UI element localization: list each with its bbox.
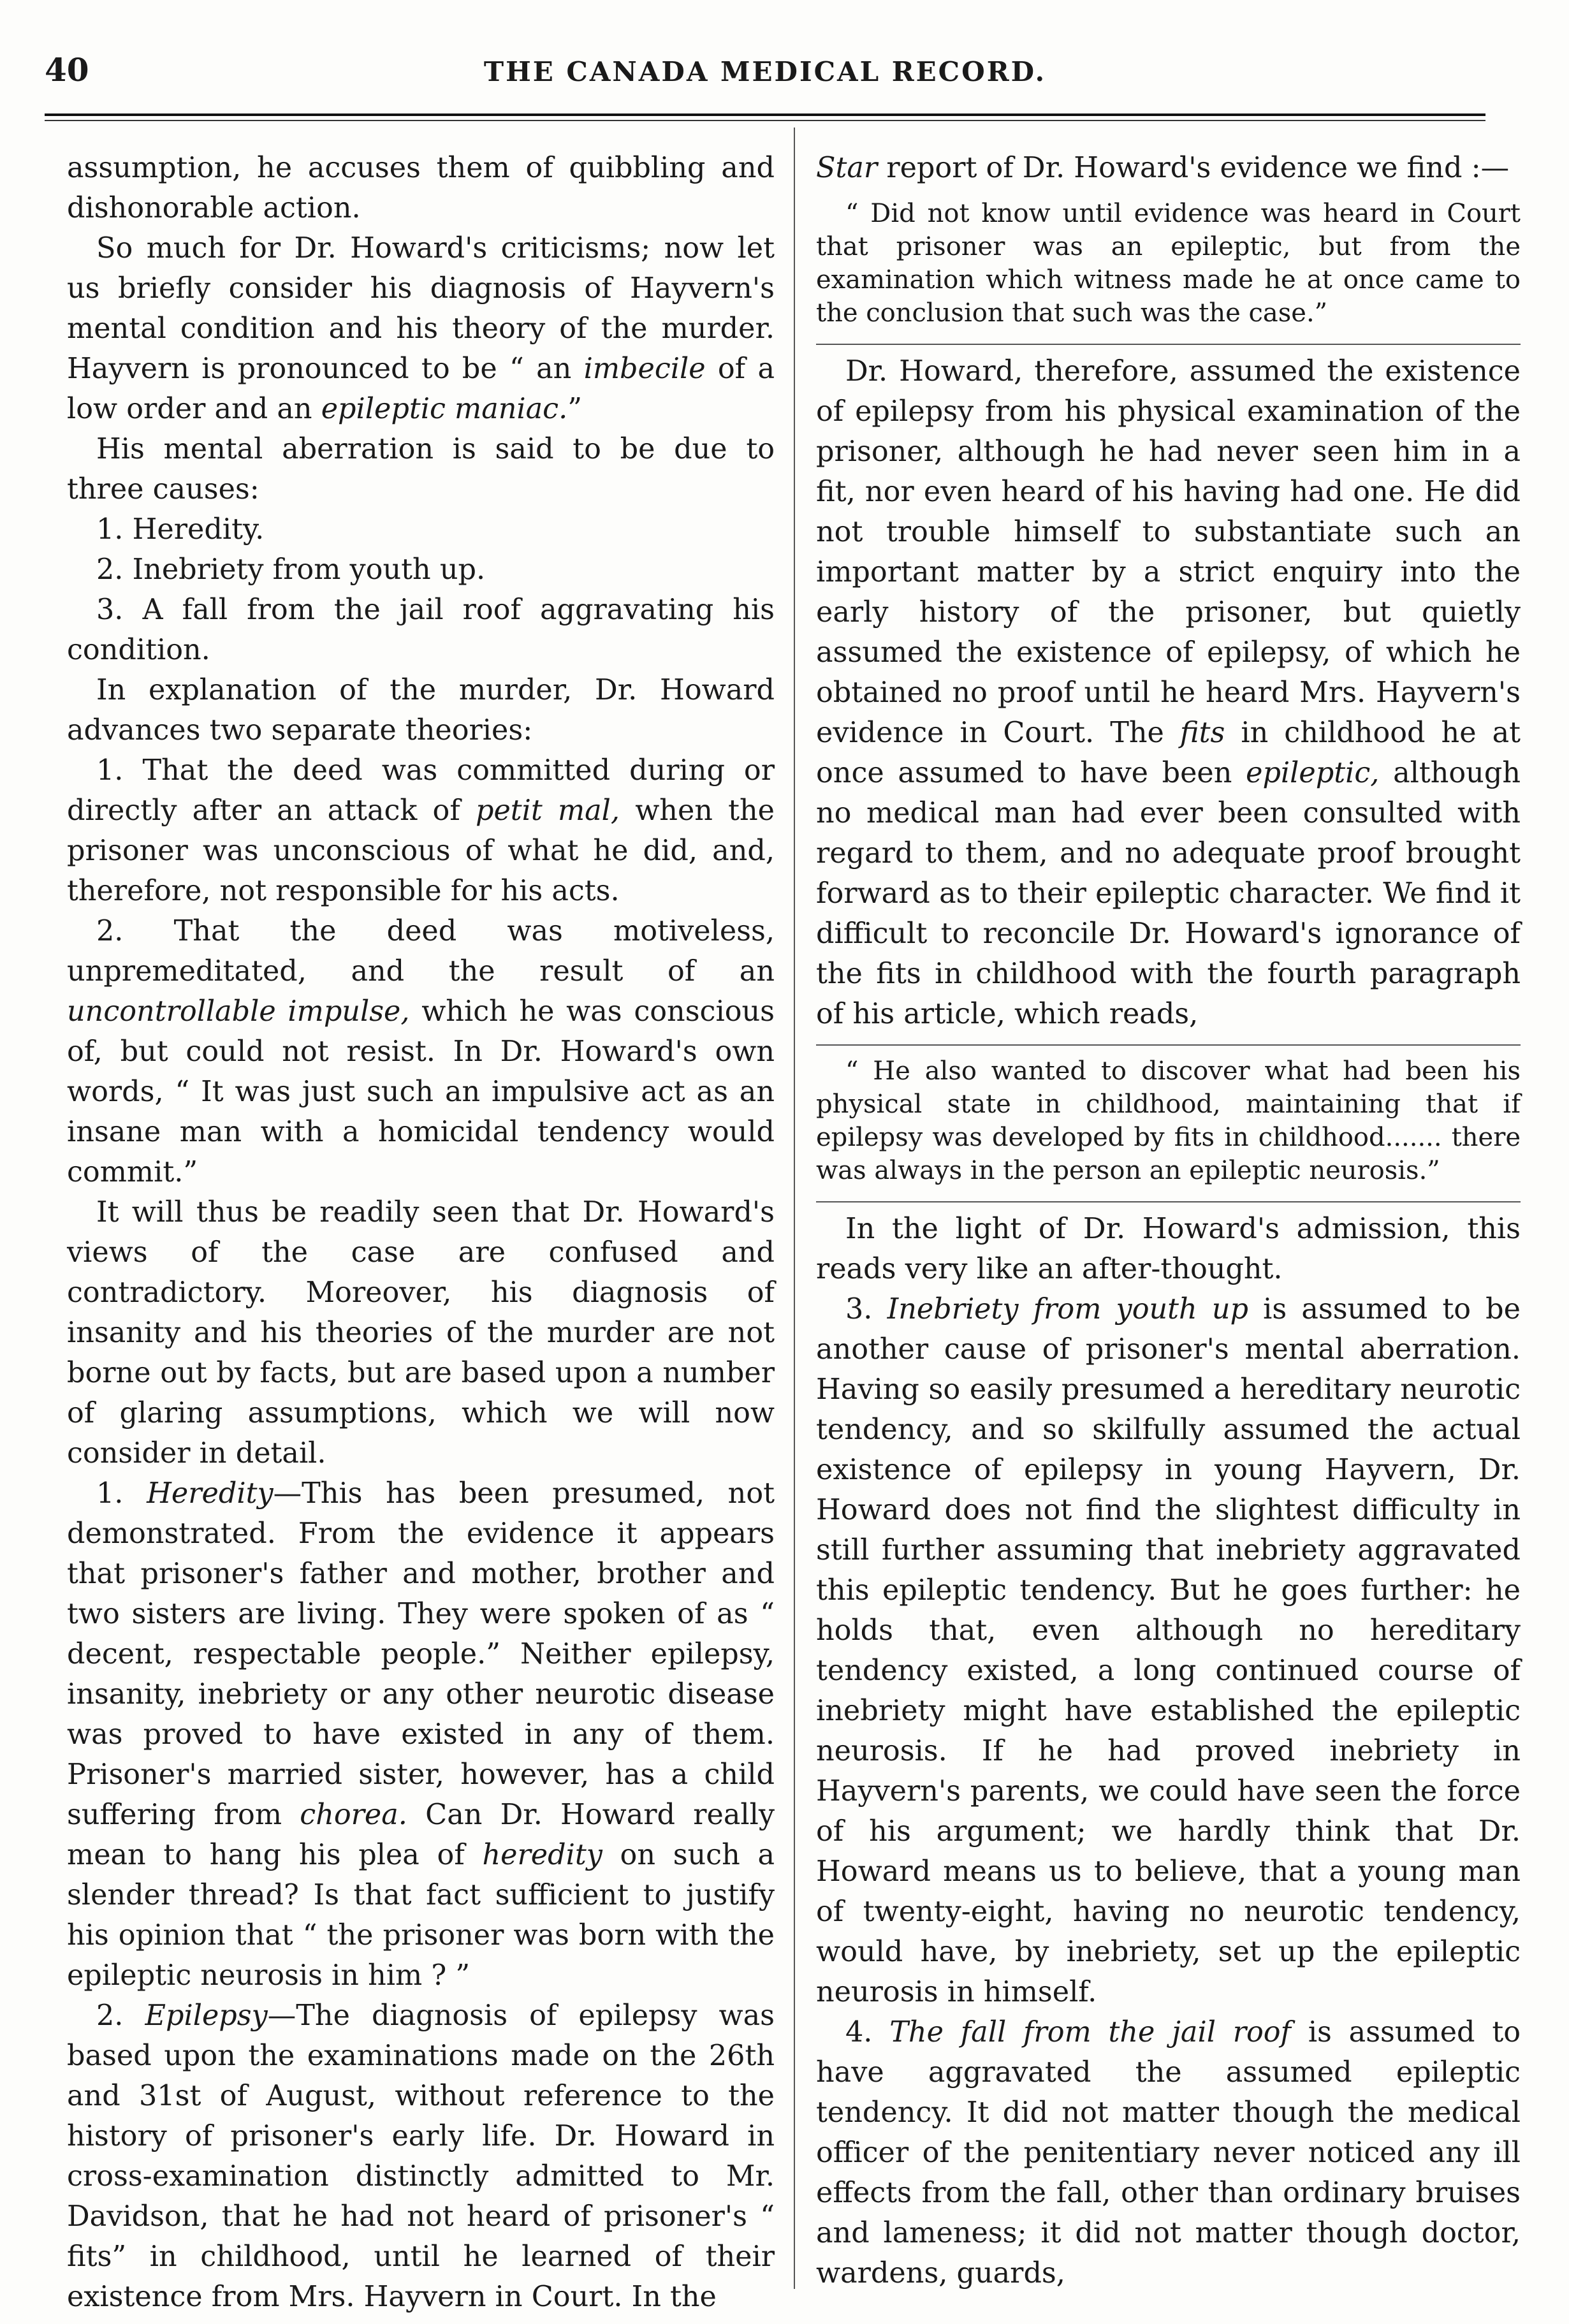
running-head: THE CANADA MEDICAL RECORD. (483, 56, 1047, 87)
block-quote: “ He also wanted to discover what had been his physical state in childhood, maintaining that if epilepsy was developed by fits in childhood....... there was always in the person an epileptic neurosis.” (816, 1056, 1521, 1185)
paragraph: In the light of Dr. Howard's admission, this reads very like an after-thought. (816, 1213, 1521, 1285)
paragraph: assumption, he accuses them of quibbling and dishonorable action. (67, 152, 775, 224)
paragraph: 3. Inebriety from youth up is assumed to be another cause of prisoner's mental aberration. Having so easily presumed a hereditary neurotic tendency, and so skilfully assumed the actual existence of epilepsy in young Hayvern, Dr. Howard does not find the slightest difficulty in still further assuming that inebriety aggravated this epileptic tendency. But he goes further: he holds that, even although no hereditary tendency existed, a long continued course of inebriety might have established the epileptic neurosis. If he had proved inebriety in Hayvern's parents, we could have seen the force of his argument; we hardly think that Dr. Howard means us to believe, that a young man of twenty-eight, having no neurotic tendency, would have, by inebriety, set up the epileptic neurosis in himself. (816, 1293, 1521, 2008)
header-rule-thin (45, 120, 1485, 121)
paragraph: 1. Heredity—This has been presumed, not demonstrated. From the evidence it appears that prisoner's father and mother, brother and two sisters are living. They were spoken of as “ decent, respectable people.” Neither epilepsy, insanity, inebriety or any other neurotic disease was proved to have existed in any of them. Prisoner's married sister, however, has a child suffering from chorea. Can Dr. Howard really mean to hang his plea of heredity on such a slender thread? Is that fact sufficient to justify his opinion that “ the prisoner was born with the epileptic neurosis in him ? ” (67, 1477, 775, 1992)
list-item: 1. Heredity. (96, 513, 265, 546)
paragraph: 2. Epilepsy—The diagnosis of epilepsy was based upon the examinations made on the 26th and 31st of August, without reference to the history of prisoner's early life. Dr. Howard in cross-examination distinctly admitted to Mr. Davidson, that he had not heard of prisoner's “ fits” in childhood, until he learned of their existence from Mrs. Hayvern in Court. In the (67, 1999, 775, 2313)
column-divider (794, 128, 795, 2289)
right-column (816, 148, 1521, 2297)
paragraph: In explanation of the murder, Dr. Howard advances two separate theories: (67, 674, 775, 747)
list-item: 2. That the deed was motiveless, unpremeditated, and the result of an uncontrollable impulse, which he was conscious of, but could not resist. In Dr. Howard's own words, “ It was just such an impulsive act as an insane man with a homicidal tendency would commit.” (67, 915, 775, 1188)
paragraph: It will thus be readily seen that Dr. Howard's views of the case are confused and contradictory. Moreover, his diagnosis of insanity and his theories of the murder are not borne out by facts, but are based upon a number of glaring assumptions, which we will now consider in detail. (67, 1196, 775, 1470)
list-item: 3. A fall from the jail roof aggravating his condition. (67, 594, 775, 666)
left-column (67, 148, 775, 2313)
list-item: 1. That the deed was committed during or directly after an attack of petit mal, when the prisoner was unconscious of what he did, and, therefore, not responsible for his acts. (67, 754, 775, 907)
paragraph: His mental aberration is said to be due to three causes: (67, 433, 775, 506)
quote-rule (816, 1201, 1521, 1202)
paragraph: Star report of Dr. Howard's evidence we find :— (816, 152, 1510, 184)
quote-rule (816, 1044, 1521, 1046)
quote-rule (816, 344, 1521, 345)
list-item: 2. Inebriety from youth up. (96, 553, 486, 586)
page-number: 40 (45, 51, 89, 89)
paragraph: 4. The fall from the jail roof is assumed to have aggravated the assumed epileptic tendency. It did not matter though the medical officer of the penitentiary never noticed any ill effects from the fall, other than ordinary bruises and lameness; it did not matter though doctor, wardens, guards, (816, 2016, 1521, 2290)
page-header (45, 45, 1485, 96)
paragraph: Dr. Howard, therefore, assumed the existence of epilepsy from his physical examination of the prisoner, although he had never seen him in a fit, nor even heard of his having had one. He did not trouble himself to substantiate such an important matter by a strict enquiry into the early history of the prisoner, but quietly assumed the existence of epilepsy, of which he obtained no proof until he heard Mrs. Hayvern's evidence in Court. The fits in childhood he at once assumed to have been epileptic, although no medical man had ever been consulted with regard to them, and no adequate proof brought forward as to their epileptic character. We find it difficult to reconcile Dr. Howard's ignorance of the fits in childhood with the fourth paragraph of his article, which reads, (816, 355, 1521, 1030)
header-rule (45, 113, 1485, 116)
paragraph: So much for Dr. Howard's criticisms; now let us briefly consider his diagnosis of Hayvern's mental condition and his theory of the murder. Hayvern is pronounced to be “ an imbecile of a low order and an epileptic maniac.” (67, 232, 775, 425)
block-quote: “ Did not know until evidence was heard in Court that prisoner was an epileptic, but from the examination which witness made he at once came to the conclusion that such was the case.” (816, 199, 1521, 328)
